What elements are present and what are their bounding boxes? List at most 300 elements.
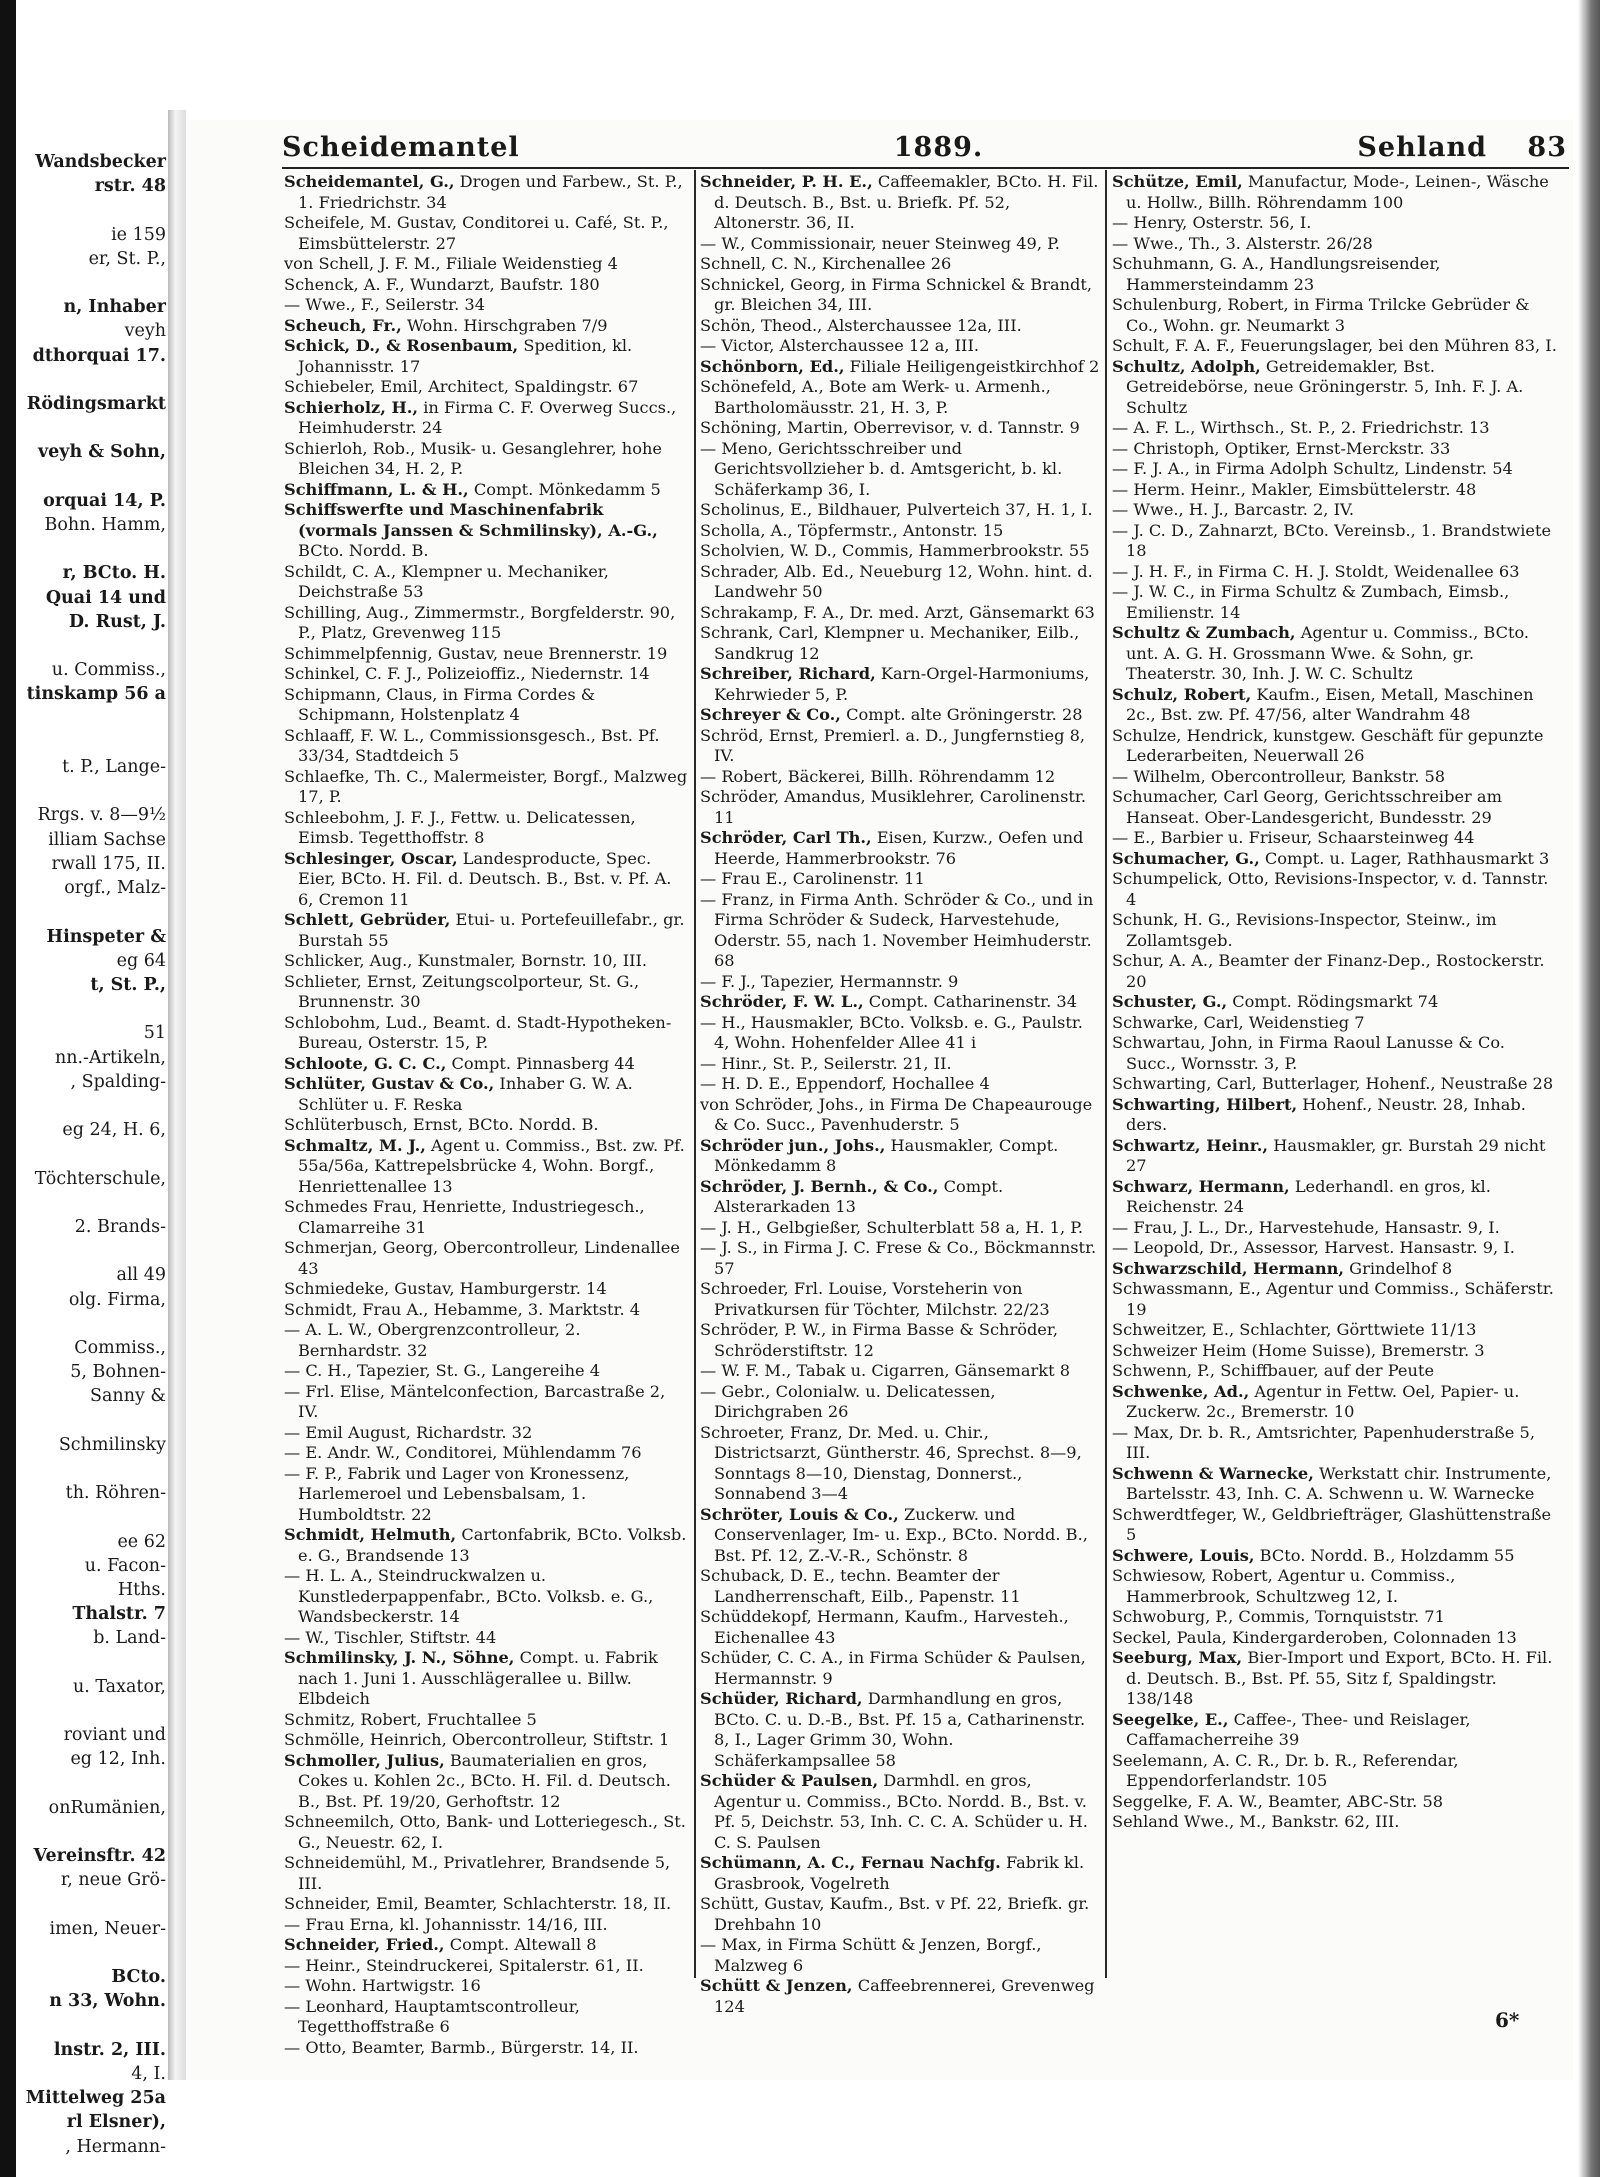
- entry-details: Seggelke, F. A. W., Beamter, ABC-Str. 58: [1112, 1791, 1444, 1811]
- entry-details: Schumacher, Carl Georg, Gerichtsschreiber am Hanseat. Ober-Landesgericht, Bundesstr. 29: [1112, 787, 1502, 827]
- entry-details: Schönefeld, A., Bote am Werk- u. Armenh., Bartholomäusstr. 21, H. 3, P.: [700, 377, 1051, 417]
- directory-entry: [1112, 1505, 1560, 1546]
- entry-details: Schütt, Gustav, Kaufm., Bst. v Pf. 22, Briefk. gr. Drehbahn 10: [700, 1894, 1090, 1934]
- entry-details: Filiale Heiligengeistkirchhof 2: [849, 356, 1100, 376]
- entry-details: — A. F. L., Wirthsch., St. P., 2. Friedrichstr. 13: [1112, 418, 1490, 437]
- fragment-line: [16, 731, 166, 755]
- entry-details: Schuhmann, G. A., Handlungsreisender, Hammersteindamm 23: [1112, 254, 1441, 294]
- entry-details: Schur, A. A., Beamter der Finanz-Dep., Rostockerstr. 20: [1112, 951, 1545, 991]
- entry-name: Schiffmann, L. & H.,: [284, 479, 469, 499]
- entry-details: Schneider, Emil, Beamter, Schlachterstr. 18, II.: [284, 1894, 672, 1913]
- entry-name: Schreiber, Richard,: [700, 664, 876, 683]
- entry-details: Compt. Pinnasberg 44: [451, 1053, 635, 1073]
- entry-name: Schultz & Zumbach,: [1112, 623, 1296, 642]
- directory-entry: [284, 1997, 688, 2038]
- entry-details: Schmidt, Frau A., Hebamme, 3. Marktstr. 4: [284, 1299, 641, 1319]
- entry-details: — Frau Erna, kl. Johannisstr. 14/16, III.: [284, 1914, 608, 1934]
- directory-entry: [1112, 1013, 1560, 1034]
- directory-entry: [1112, 1361, 1560, 1382]
- fragment-line: Sanny &: [90, 1386, 166, 1407]
- entry-details: Schwarke, Carl, Weidenstieg 7: [1112, 1012, 1365, 1032]
- entry-name: Schwartz, Heinr.,: [1112, 1135, 1269, 1155]
- directory-entry: [700, 1382, 1100, 1423]
- fragment-line: [16, 900, 166, 924]
- directory-entry: [1112, 357, 1560, 419]
- directory-entry: [284, 500, 688, 562]
- directory-entry: [284, 1915, 688, 1936]
- entry-name: Schreyer & Co.,: [700, 705, 841, 724]
- directory-entry: [1112, 439, 1560, 460]
- entry-details: — J. W. C., in Firma Schultz & Zumbach, Eimsb., Emilienstr. 14: [1112, 582, 1510, 622]
- entry-name: Scheidemantel, G.,: [284, 172, 455, 191]
- directory-entry: [1112, 1812, 1560, 1833]
- directory-entry: [284, 1976, 688, 1997]
- fragment-line: [16, 1312, 166, 1336]
- fragment-line: [16, 2014, 166, 2038]
- directory-entry: [700, 1976, 1100, 2017]
- directory-entry: [700, 541, 1100, 562]
- fragment-line: [16, 1941, 166, 1965]
- directory-entry: [700, 890, 1100, 972]
- entry-details: Seckel, Paula, Kindergarderoben, Colonnaden 13: [1112, 1627, 1517, 1647]
- fragment-line: th. Röhren-: [65, 1483, 166, 1504]
- directory-entry: [1112, 1238, 1560, 1259]
- entry-details: Schmölle, Heinrich, Obercontrolleur, Stiftstr. 1: [284, 1730, 670, 1749]
- fragment-line: [16, 1893, 166, 1917]
- directory-entry: [700, 1423, 1100, 1505]
- entry-details: in Firma C. F. Overweg Succs., Heimhuderstr. 24: [298, 397, 677, 437]
- entry-name: Schierholz, H.,: [284, 397, 419, 417]
- directory-entry: [284, 644, 688, 665]
- entry-details: — E., Barbier u. Friseur, Schaarsteinweg 44: [1112, 828, 1475, 847]
- entry-details: — Robert, Bäckerei, Billh. Röhrendamm 12: [700, 766, 1056, 786]
- directory-entry: [1112, 1710, 1560, 1751]
- directory-entry: [1112, 951, 1560, 992]
- fragment-line: [16, 779, 166, 803]
- directory-entry: [1112, 992, 1560, 1013]
- entry-details: Schweizer Heim (Home Suisse), Bremerstr. 3: [1112, 1340, 1485, 1360]
- entry-details: Sehland Wwe., M., Bankstr. 62, III.: [1112, 1812, 1400, 1831]
- directory-entry: [284, 295, 688, 316]
- directory-entry: [700, 275, 1100, 316]
- entry-details: Kaufm., Eisen, Metall, Maschinen 2c., Bst. zw. Pf. 47/56, alter Wandrahm 48: [1126, 684, 1534, 724]
- entry-details: Schulenburg, Robert, in Firma Trilcke Gebrüder & Co., Wohn. gr. Neumarkt 3: [1112, 295, 1530, 335]
- directory-entry: [1112, 1546, 1560, 1567]
- directory-entry: [284, 562, 688, 603]
- directory-entry: [1112, 1074, 1560, 1095]
- entry-details: — Heinr., Steindruckerei, Spitalerstr. 61, II.: [284, 1955, 644, 1975]
- directory-entry: [284, 849, 688, 911]
- entry-details: — Frau, J. L., Dr., Harvestehude, Hansastr. 9, I.: [1112, 1217, 1500, 1237]
- entry-details: Schnickel, Georg, in Firma Schnickel & Brandt, gr. Bleichen 34, III.: [700, 274, 1093, 314]
- entry-name: Schümann, A. C., Fernau Nachfg.: [700, 1853, 1001, 1872]
- directory-entry: [700, 418, 1100, 439]
- entry-details: Schmedes Frau, Henriette, Industriegesch., Clamarreihe 31: [284, 1197, 645, 1237]
- directory-entry: [700, 1238, 1100, 1279]
- fragment-line: imen, Neuer-: [49, 1918, 166, 1939]
- directory-entry: [1112, 1382, 1560, 1423]
- entry-details: Schiebeler, Emil, Architect, Spaldingstr. 67: [284, 377, 639, 396]
- entry-details: — Emil August, Richardstr. 32: [284, 1422, 533, 1442]
- fragment-line: Vereinsftr. 42: [33, 1846, 166, 1867]
- directory-entry: [284, 275, 688, 296]
- entry-details: von Schröder, Johs., in Firma De Chapeaurouge & Co. Succ., Pavenhuderstr. 5: [700, 1094, 1093, 1134]
- directory-entry: [1112, 1136, 1560, 1177]
- entry-details: — J. C. D., Zahnarzt, BCto. Vereinsb., 1. Brandstwiete 18: [1112, 520, 1552, 560]
- directory-entry: [284, 480, 688, 501]
- directory-entry: [1112, 1341, 1560, 1362]
- fragment-line: orgf., Malz-: [64, 878, 166, 899]
- directory-entry: [284, 1812, 688, 1853]
- entry-details: Schwassmann, E., Agentur und Commiss., Schäferstr. 19: [1112, 1279, 1554, 1319]
- book-gutter: [168, 110, 186, 2080]
- fragment-line: dthorquai 17.: [32, 345, 166, 366]
- column-divider-1: [694, 170, 696, 1978]
- entry-details: Landesproducte, Spec. Eier, BCto. H. Fil. d. Deutsch. B., Bst. v. Pf. A. 6, Cremon 11: [298, 848, 672, 909]
- entry-details: Schmitz, Robert, Fruchtallee 5: [284, 1709, 537, 1729]
- entry-details: — W., Tischler, Stiftstr. 44: [284, 1627, 497, 1647]
- entry-name: Schulz, Robert,: [1112, 684, 1252, 704]
- entry-details: Schlaaff, F. W. L., Commissionsgesch., Bst. Pf. 33/34, Stadtdeich 5: [284, 725, 660, 765]
- fragment-line: [16, 1094, 166, 1118]
- entry-details: Schnell, C. N., Kirchenallee 26: [700, 254, 952, 273]
- fragment-line: Mittelweg 25a: [25, 2088, 166, 2109]
- entry-details: Schneidemühl, M., Privatlehrer, Brandsende 5, III.: [284, 1853, 671, 1893]
- directory-entry: [284, 1361, 688, 1382]
- directory-entry: [1112, 295, 1560, 336]
- directory-entry: [284, 1956, 688, 1977]
- directory-entry: [1112, 336, 1560, 357]
- entry-details: Schöning, Martin, Oberrevisor, v. d. Tannstr. 9: [700, 418, 1080, 437]
- entry-details: — Gebr., Colonialw. u. Delicatessen, Dirichgraben 26: [700, 1381, 996, 1421]
- fragment-line: [16, 368, 166, 392]
- entry-details: Caffeemakler, BCto. H. Fil. d. Deutsch. B., Bst. u. Briefk. Pf. 52, Altonerstr. 36, II.: [714, 172, 1099, 232]
- directory-entry: [700, 1218, 1100, 1239]
- fragment-line: Rödingsmarkt: [26, 394, 166, 415]
- entry-details: — Frau E., Carolinenstr. 11: [700, 869, 925, 888]
- directory-entry: [1112, 726, 1560, 767]
- entry-details: Scholla, A., Töpfermstr., Antonstr. 15: [700, 520, 1004, 540]
- directory-entry: [284, 767, 688, 808]
- entry-details: Baumaterialien en gros, Cokes u. Kohlen 2c., BCto. H. Fil. d. Deutsch. B., Bst. Pf. 19/20, Gerhoftstr. 12: [298, 1750, 671, 1811]
- directory-entry: [284, 1115, 688, 1136]
- fragment-line: [16, 465, 166, 489]
- directory-entry: [284, 1525, 688, 1566]
- entry-details: Caffeebrennerei, Grevenweg 124: [714, 1976, 1095, 2016]
- fragment-line: rl Elsner),: [66, 2112, 166, 2133]
- fragment-line: ie 159: [111, 224, 166, 245]
- fragment-line: b. Land-: [93, 1628, 166, 1649]
- directory-entry: [284, 1074, 688, 1115]
- entry-details: — Wwe., F., Seilerstr. 34: [284, 295, 485, 314]
- fragment-line: [16, 634, 166, 658]
- directory-entry: [1112, 172, 1560, 213]
- entry-name: Schmidt, Helmuth,: [284, 1525, 457, 1544]
- entry-details: — J. H. F., in Firma C. H. J. Stoldt, Weidenallee 63: [1112, 561, 1520, 581]
- fragment-line: rstr. 48: [94, 176, 166, 197]
- entry-details: Compt. alte Gröningerstr. 28: [846, 705, 1083, 724]
- entry-name: Schlett, Gebrüder,: [284, 910, 451, 929]
- directory-entry: [1112, 849, 1560, 870]
- entry-details: Schwerdtfeger, W., Geldbriefträger, Glashüttenstraße 5: [1112, 1504, 1552, 1544]
- entry-details: Karn-Orgel-Harmoniums, Kehrwieder 5, P.: [714, 664, 1090, 704]
- directory-entry: [1112, 1751, 1560, 1792]
- entry-name: Schröter, Louis & Co.,: [700, 1504, 899, 1524]
- entry-details: BCto. Nordd. B., Holzdamm 55: [1259, 1545, 1515, 1565]
- entry-details: — Victor, Alsterchaussee 12 a, III.: [700, 336, 979, 355]
- entry-details: Schunk, H. G., Revisions-Inspector, Steinw., im Zollamtsgeb.: [1112, 910, 1497, 950]
- directory-entry: [284, 1279, 688, 1300]
- entry-details: — H. L. A., Steindruckwalzen u. Kunstlederpappenfabr., BCto. Volksb. e. G., Wandsbeckerstr. 14: [284, 1566, 654, 1626]
- fragment-line: D. Rust, J.: [68, 611, 166, 632]
- fragment-line: [16, 1191, 166, 1215]
- directory-entry: [700, 726, 1100, 767]
- entry-details: Cartonfabrik, BCto. Volksb. e. G., Brandsende 13: [298, 1525, 687, 1565]
- directory-column-1: [284, 172, 688, 2057]
- fragment-line: illiam Sachse: [48, 829, 166, 850]
- left-page-shadow: [0, 0, 16, 2177]
- directory-entry: [284, 1382, 688, 1423]
- entry-details: — A. L. W., Obergrenzcontrolleur, 2. Bernhardstr. 32: [284, 1320, 581, 1360]
- directory-entry: [700, 377, 1100, 418]
- directory-entry: [284, 1648, 688, 1710]
- directory-entry: [284, 1628, 688, 1649]
- entry-details: Schrader, Alb. Ed., Neueburg 12, Wohn. hint. d. Landwehr 50: [700, 561, 1093, 601]
- directory-entry: [284, 398, 688, 439]
- directory-entry: [1112, 1218, 1560, 1239]
- directory-entry: [700, 1177, 1100, 1218]
- entry-details: — H. D. E., Eppendorf, Hochallee 4: [700, 1074, 990, 1093]
- directory-entry: [700, 1074, 1100, 1095]
- directory-entry: [1112, 1464, 1560, 1505]
- directory-entry: [700, 357, 1100, 378]
- fragment-line: [16, 416, 166, 440]
- entry-details: Schuback, D. E., techn. Beamter der Landherrenschaft, Eilb., Papenstr. 11: [700, 1566, 1021, 1606]
- directory-entry: [1112, 1566, 1560, 1607]
- entry-details: Compt. Catharinenstr. 34: [868, 992, 1078, 1011]
- entry-details: BCto. Nordd. B.: [298, 541, 429, 560]
- entry-details: Getreidemakler, Bst. Getreidebörse, neue Gröningerstr. 5, Inh. F. J. A. Schultz: [1126, 356, 1524, 417]
- entry-name: Schröder, F. W. L.,: [700, 992, 864, 1011]
- directory-entry: [284, 1054, 688, 1075]
- directory-entry: [700, 664, 1100, 705]
- directory-entry: [1112, 459, 1560, 480]
- fragment-line: orquai 14, P.: [43, 490, 166, 511]
- entry-details: Wohn. Hirschgraben 7/9: [406, 315, 608, 335]
- directory-entry: [1112, 1259, 1560, 1280]
- fragment-line: [16, 271, 166, 295]
- fragment-line: [16, 1409, 166, 1433]
- directory-entry: [284, 213, 688, 254]
- entry-details: Etui- u. Portefeuillefabr., gr. Burstah 55: [298, 910, 685, 950]
- entry-details: Schweitzer, E., Schlachter, Görttwiete 11/13: [1112, 1320, 1477, 1339]
- fragment-line: [16, 1651, 166, 1675]
- fragment-line: r, BCto. H.: [62, 563, 166, 584]
- entry-details: — Max, Dr. b. R., Amtsrichter, Papenhuderstraße 5, III.: [1112, 1422, 1535, 1462]
- directory-entry: [284, 1443, 688, 1464]
- entry-name: Schultz, Adolph,: [1112, 356, 1261, 376]
- right-edge-shadow: [1578, 0, 1600, 2177]
- entry-name: Schick, D., & Rosenbaum,: [284, 336, 519, 355]
- directory-entry: [700, 1279, 1100, 1320]
- entry-details: Hausmakler, gr. Burstah 29 nicht 27: [1126, 1135, 1546, 1175]
- fragment-line: Schmilinsky: [58, 1434, 166, 1455]
- directory-entry: [1112, 1033, 1560, 1074]
- entry-details: Darmhdl. en gros, Agentur u. Commiss., BCto. Nordd. B., Bst. v. Pf. 5, Deichstr. 53, Inh. C. C. A. Schüder u. H. C. S. Paulsen: [714, 1771, 1088, 1852]
- fragment-line: [16, 1142, 166, 1166]
- directory-entry: [1112, 500, 1560, 521]
- directory-entry: [700, 316, 1100, 337]
- directory-entry: [700, 623, 1100, 664]
- fragment-line: t. P., Lange-: [62, 757, 166, 778]
- entry-name: Schröder, Carl Th.,: [700, 828, 872, 847]
- directory-entry: [1112, 623, 1560, 685]
- fragment-line: rwall 175, II.: [51, 853, 166, 874]
- directory-entry: [700, 1894, 1100, 1935]
- directory-entry: [284, 685, 688, 726]
- directory-entry: [1112, 1648, 1560, 1710]
- entry-details: Grindelhof 8: [1349, 1258, 1453, 1278]
- fragment-line: onRumänien,: [48, 1797, 166, 1818]
- directory-entry: [284, 1320, 688, 1361]
- entry-details: Schierloh, Rob., Musik- u. Gesanglehrer, hohe Bleichen 34, H. 2, P.: [284, 438, 662, 478]
- entry-details: Agent u. Commiss., Bst. zw. Pf. 55a/56a, Kattrepelsbrücke 4, Wohn. Borgf., Henriettenallee 13: [298, 1135, 685, 1196]
- entry-name: Schwarzschild, Hermann,: [1112, 1258, 1344, 1278]
- entry-details: Compt. Mönkedamm 5: [473, 479, 661, 499]
- entry-details: Lederhandl. en gros, kl. Reichenstr. 24: [1126, 1176, 1491, 1216]
- fragment-line: [16, 1699, 166, 1723]
- directory-entry: [700, 603, 1100, 624]
- entry-details: Zuckerw. und Conservenlager, Im- u. Exp., BCto. Nordd. B., Bst. Pf. 12, Z.-V.-R., Schönstr. 8: [714, 1504, 1088, 1565]
- entry-details: — Wilhelm, Obercontrolleur, Bankstr. 58: [1112, 766, 1446, 786]
- entry-details: — Frl. Elise, Mäntelconfection, Barcastraße 2, IV.: [284, 1381, 666, 1421]
- entry-details: Compt. Rödingsmarkt 74: [1232, 992, 1439, 1011]
- directory-entry: [284, 1464, 688, 1526]
- fragment-line: n, Inhaber: [63, 297, 166, 318]
- directory-entry: [284, 377, 688, 398]
- fragment-line: u. Taxator,: [72, 1676, 166, 1697]
- directory-entry: [1112, 869, 1560, 910]
- entry-details: Schön, Theod., Alsterchaussee 12a, III.: [700, 315, 1022, 335]
- directory-entry: [700, 439, 1100, 501]
- entry-details: Schröder, P. W., in Firma Basse & Schröder, Schröderstiftstr. 12: [700, 1320, 1058, 1360]
- entry-details: Schwiesow, Robert, Agentur u. Commiss., Hammerbrook, Schultzweg 12, I.: [1112, 1566, 1456, 1606]
- directory-entry: [700, 562, 1100, 603]
- header-year: 1889.: [893, 132, 984, 163]
- directory-entry: [284, 1423, 688, 1444]
- entry-details: Schmiedeke, Gustav, Hamburgerstr. 14: [284, 1279, 607, 1298]
- directory-entry: [1112, 213, 1560, 234]
- entry-details: Scholvien, W. D., Commis, Hammerbrookstr. 55: [700, 541, 1090, 560]
- header-right-catchword: Sehland: [1357, 132, 1487, 163]
- entry-details: — W., Commissionair, neuer Steinweg 49, P.: [700, 233, 1060, 253]
- directory-entry: [700, 869, 1100, 890]
- entry-details: Hausmakler, Compt. Mönkedamm 8: [714, 1135, 1059, 1175]
- entry-details: Schult, F. A. F., Feuerungslager, bei den Mühren 83, I.: [1112, 336, 1557, 355]
- directory-entry: [284, 808, 688, 849]
- entry-name: Schwenke, Ad.,: [1112, 1381, 1250, 1401]
- directory-entry: [284, 1238, 688, 1279]
- directory-entry: [284, 1710, 688, 1731]
- fragment-line: [16, 1457, 166, 1481]
- entry-details: — Hinr., St. P., Seilerstr. 21, II.: [700, 1053, 952, 1073]
- entry-name: Schwenn & Warnecke,: [1112, 1463, 1314, 1483]
- entry-name: Schneider, Fried.,: [284, 1935, 445, 1954]
- directory-entry: [284, 664, 688, 685]
- entry-details: — Wwe., Th., 3. Alsterstr. 26/28: [1112, 233, 1373, 253]
- entry-details: Schlobohm, Lud., Beamt. d. Stadt-Hypotheken-Bureau, Osterstr. 15, P.: [284, 1012, 672, 1052]
- entry-name: Schüder, Richard,: [700, 1689, 863, 1708]
- directory-entry: [284, 726, 688, 767]
- directory-entry: [1112, 787, 1560, 828]
- fragment-line: veyh & Sohn,: [37, 442, 166, 463]
- entry-name: Schumacher, G.,: [1112, 848, 1260, 868]
- directory-entry: [284, 1751, 688, 1813]
- entry-details: Compt. u. Fabrik nach 1. Juni 1. Ausschlägerallee u. Billw. Elbdeich: [298, 1648, 658, 1708]
- directory-entry: [700, 1136, 1100, 1177]
- directory-entry: [700, 1935, 1100, 1976]
- signature-mark: 6*: [1495, 2008, 1520, 2032]
- directory-entry: [700, 1566, 1100, 1607]
- entry-details: Schenck, A. F., Wundarzt, Baufstr. 180: [284, 274, 600, 294]
- directory-entry: [284, 972, 688, 1013]
- directory-entry: [1112, 582, 1560, 623]
- directory-entry: [700, 992, 1100, 1013]
- fragment-line: [16, 1505, 166, 1529]
- entry-details: — Leonhard, Hauptamtscontrolleur, Tegetthoffstraße 6: [284, 1996, 580, 2036]
- directory-entry: [284, 1566, 688, 1628]
- fragment-line: all 49: [116, 1265, 166, 1286]
- entry-details: Eisen, Kurzw., Oefen und Heerde, Hammerbrookstr. 76: [714, 828, 1084, 868]
- directory-entry: [284, 910, 688, 951]
- entry-details: Schilling, Aug., Zimmermstr., Borgfelderstr. 90, P., Platz, Grevenweg 115: [284, 602, 676, 642]
- entry-details: — Wwe., H. J., Barcastr. 2, IV.: [1112, 500, 1354, 519]
- entry-details: Schwenn, P., Schiffbauer, auf der Peute: [1112, 1361, 1435, 1380]
- entry-name: Schuster, G.,: [1112, 992, 1228, 1011]
- fragment-line: Hths.: [117, 1579, 166, 1600]
- entry-details: Agentur u. Commiss., BCto. unt. A. G. H. Grossmann Wwe. & Sohn, gr. Theaterstr. 30, Inh. J. W. C. Schultz: [1126, 623, 1530, 683]
- fragment-line: [16, 537, 166, 561]
- entry-name: Schwarz, Hermann,: [1112, 1176, 1290, 1196]
- entry-details: Werkstatt chir. Instrumente, Bartelsstr. 43, Inh. C. A. Schwenn u. W. Warnecke: [1126, 1463, 1552, 1503]
- fragment-line: eg 64: [116, 950, 166, 971]
- entry-details: Schulze, Hendrick, kunstgew. Geschäft für gepunzte Lederarbeiten, Neuerwall 26: [1112, 725, 1544, 765]
- entry-details: Schlaefke, Th. C., Malermeister, Borgf., Malzweg 17, P.: [284, 766, 688, 806]
- directory-entry: [284, 1853, 688, 1894]
- directory-entry: [284, 1300, 688, 1321]
- entry-details: — Wohn. Hartwigstr. 16: [284, 1976, 481, 1995]
- directory-entry: [1112, 1177, 1560, 1218]
- entry-details: Schneemilch, Otto, Bank- und Lotteriegesch., St. G., Neuestr. 62, I.: [284, 1812, 686, 1852]
- directory-entry: [284, 951, 688, 972]
- fragment-line: , Spalding-: [70, 1071, 166, 1092]
- fragment-line: , Hermann-: [65, 2136, 166, 2157]
- fragment-line: r, neue Grö-: [60, 1870, 166, 1891]
- directory-entry: [700, 1320, 1100, 1361]
- entry-name: Schröder jun., Johs.,: [700, 1135, 886, 1155]
- entry-details: Spedition, kl. Johannisstr. 17: [298, 336, 633, 376]
- directory-entry: [1112, 254, 1560, 295]
- directory-entry: [1112, 828, 1560, 849]
- entry-name: Schwarting, Hilbert,: [1112, 1094, 1298, 1114]
- directory-entry: [1112, 418, 1560, 439]
- entry-details: Schinkel, C. F. J., Polizeioffiz., Niedernstr. 14: [284, 664, 650, 683]
- directory-entry: [284, 2038, 688, 2059]
- entry-name: Schwere, Louis,: [1112, 1545, 1255, 1565]
- directory-entry: [1112, 562, 1560, 583]
- directory-entry: [1112, 234, 1560, 255]
- page-number: 83: [1527, 132, 1567, 163]
